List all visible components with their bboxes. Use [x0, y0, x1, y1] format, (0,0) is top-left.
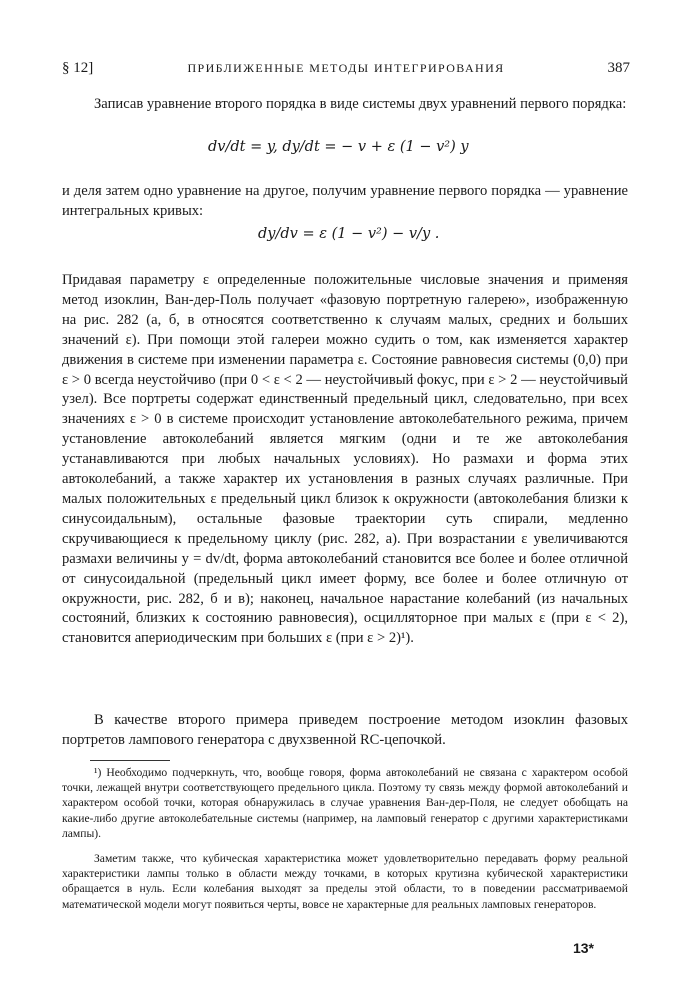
page-number: 387: [607, 60, 630, 76]
footnote-1: ¹) Необходимо подчеркнуть, что, вообще говоря, форма автоколебаний не связана с характером особой точки, лежащей внутри соответствующего предельного цикла. Поэтому ту связь между формой автоколебаний и характером особой точки, которая обнаружилась в случае уравнения Ван-дер-Поля, не следует обобщать на какие-либо другие автоколебательные системы (например, на ламповый генератор с другими характеристиками лампы).: [62, 766, 628, 840]
chapter-title: ПРИБЛИЖЕННЫЕ МЕТОДЫ ИНТЕГРИРОВАНИЯ: [187, 61, 505, 75]
paragraph-second-example: В качестве второго примера приведем построение методом изоклин фазовых портретов лампового генератора с двухзвенной RC-цепочкой.: [62, 712, 628, 748]
equation-integral-curves-text: dy/dv = ε (1 − v²) − v/y .: [258, 226, 440, 242]
paragraph-phase-portraits: Придавая параметру ε определенные положительные числовые значения и применяя метод изоклин, Ван-дер-Поль получает «фазовую портретную галерею», изображенную на рис. 282 (а, б, в относятся соответственно к случаям малых, средних и больших значений ε). При помощи этой галереи можно судить о том, как изменяется характер движения в системе при изменении параметра ε. Состояние равновесия системы (0,0) при ε > 0 всегда неустойчиво (при 0 < ε < 2 — неустойчивый фокус, при ε > 2 — неустойчивый узел). Все портреты содержат единственный предельный цикл, следовательно, при всех значениях ε > 0 в системе происходит установление автоколебательного режима, причем установление автоколебаний является мягким (одни и те же автоколебания устанавливаются при любых начальных условиях). Но размахи и форма этих автоколебаний, а также характер их установления в разных случаях различные. При малых положительных ε предельный цикл близок к окружности (автоколебания близки к синусоидальным), остальные фазовые траектории суть спирали, медленно скручивающиеся к предельному циклу (рис. 282, а). При возрастании ε увеличиваются размахи величины y = dv/dt, форма автоколебаний становится все более и более отличной от синусоидальной (предельный цикл имеет форму, все более и более отличную от окружности, рис. 282, б и в); наконец, начальное нарастание колебаний (из начальных состояний, близких к состоянию равновесия), осцилляторное при малых ε (при ε < 2), становится апериодическим при больших ε (при ε > 2)¹).: [62, 272, 628, 647]
paragraph-system-intro: Записав уравнение второго порядка в виде системы двух уравнений первого порядка:: [94, 96, 627, 112]
paragraph-integral-curves: и деля затем одно уравнение на другое, получим уравнение первого порядка — уравнение интегральных кривых:: [62, 183, 628, 219]
footnote-continuation: Заметим также, что кубическая характеристика может удовлетворительно передавать форму реальной характеристики лампы только в области между точками, в которых крутизна кубической характеристики обращается в нуль. Если колебания выходят за пределы этой области, то в поведении рассматриваемой математической модели могут появиться черты, вовсе не характерные для реальных ламповых генераторов.: [62, 852, 628, 911]
footnote-divider: [90, 760, 170, 761]
section-reference: § 12]: [62, 60, 94, 76]
equation-system-text: dv/dt = y, dy/dt = − v + ε (1 − v²) y: [208, 139, 469, 155]
printer-signature-mark: 13*: [572, 940, 594, 956]
equation-integral-curves: [258, 226, 439, 242]
equation-system: [208, 139, 469, 155]
running-header: [62, 60, 630, 82]
